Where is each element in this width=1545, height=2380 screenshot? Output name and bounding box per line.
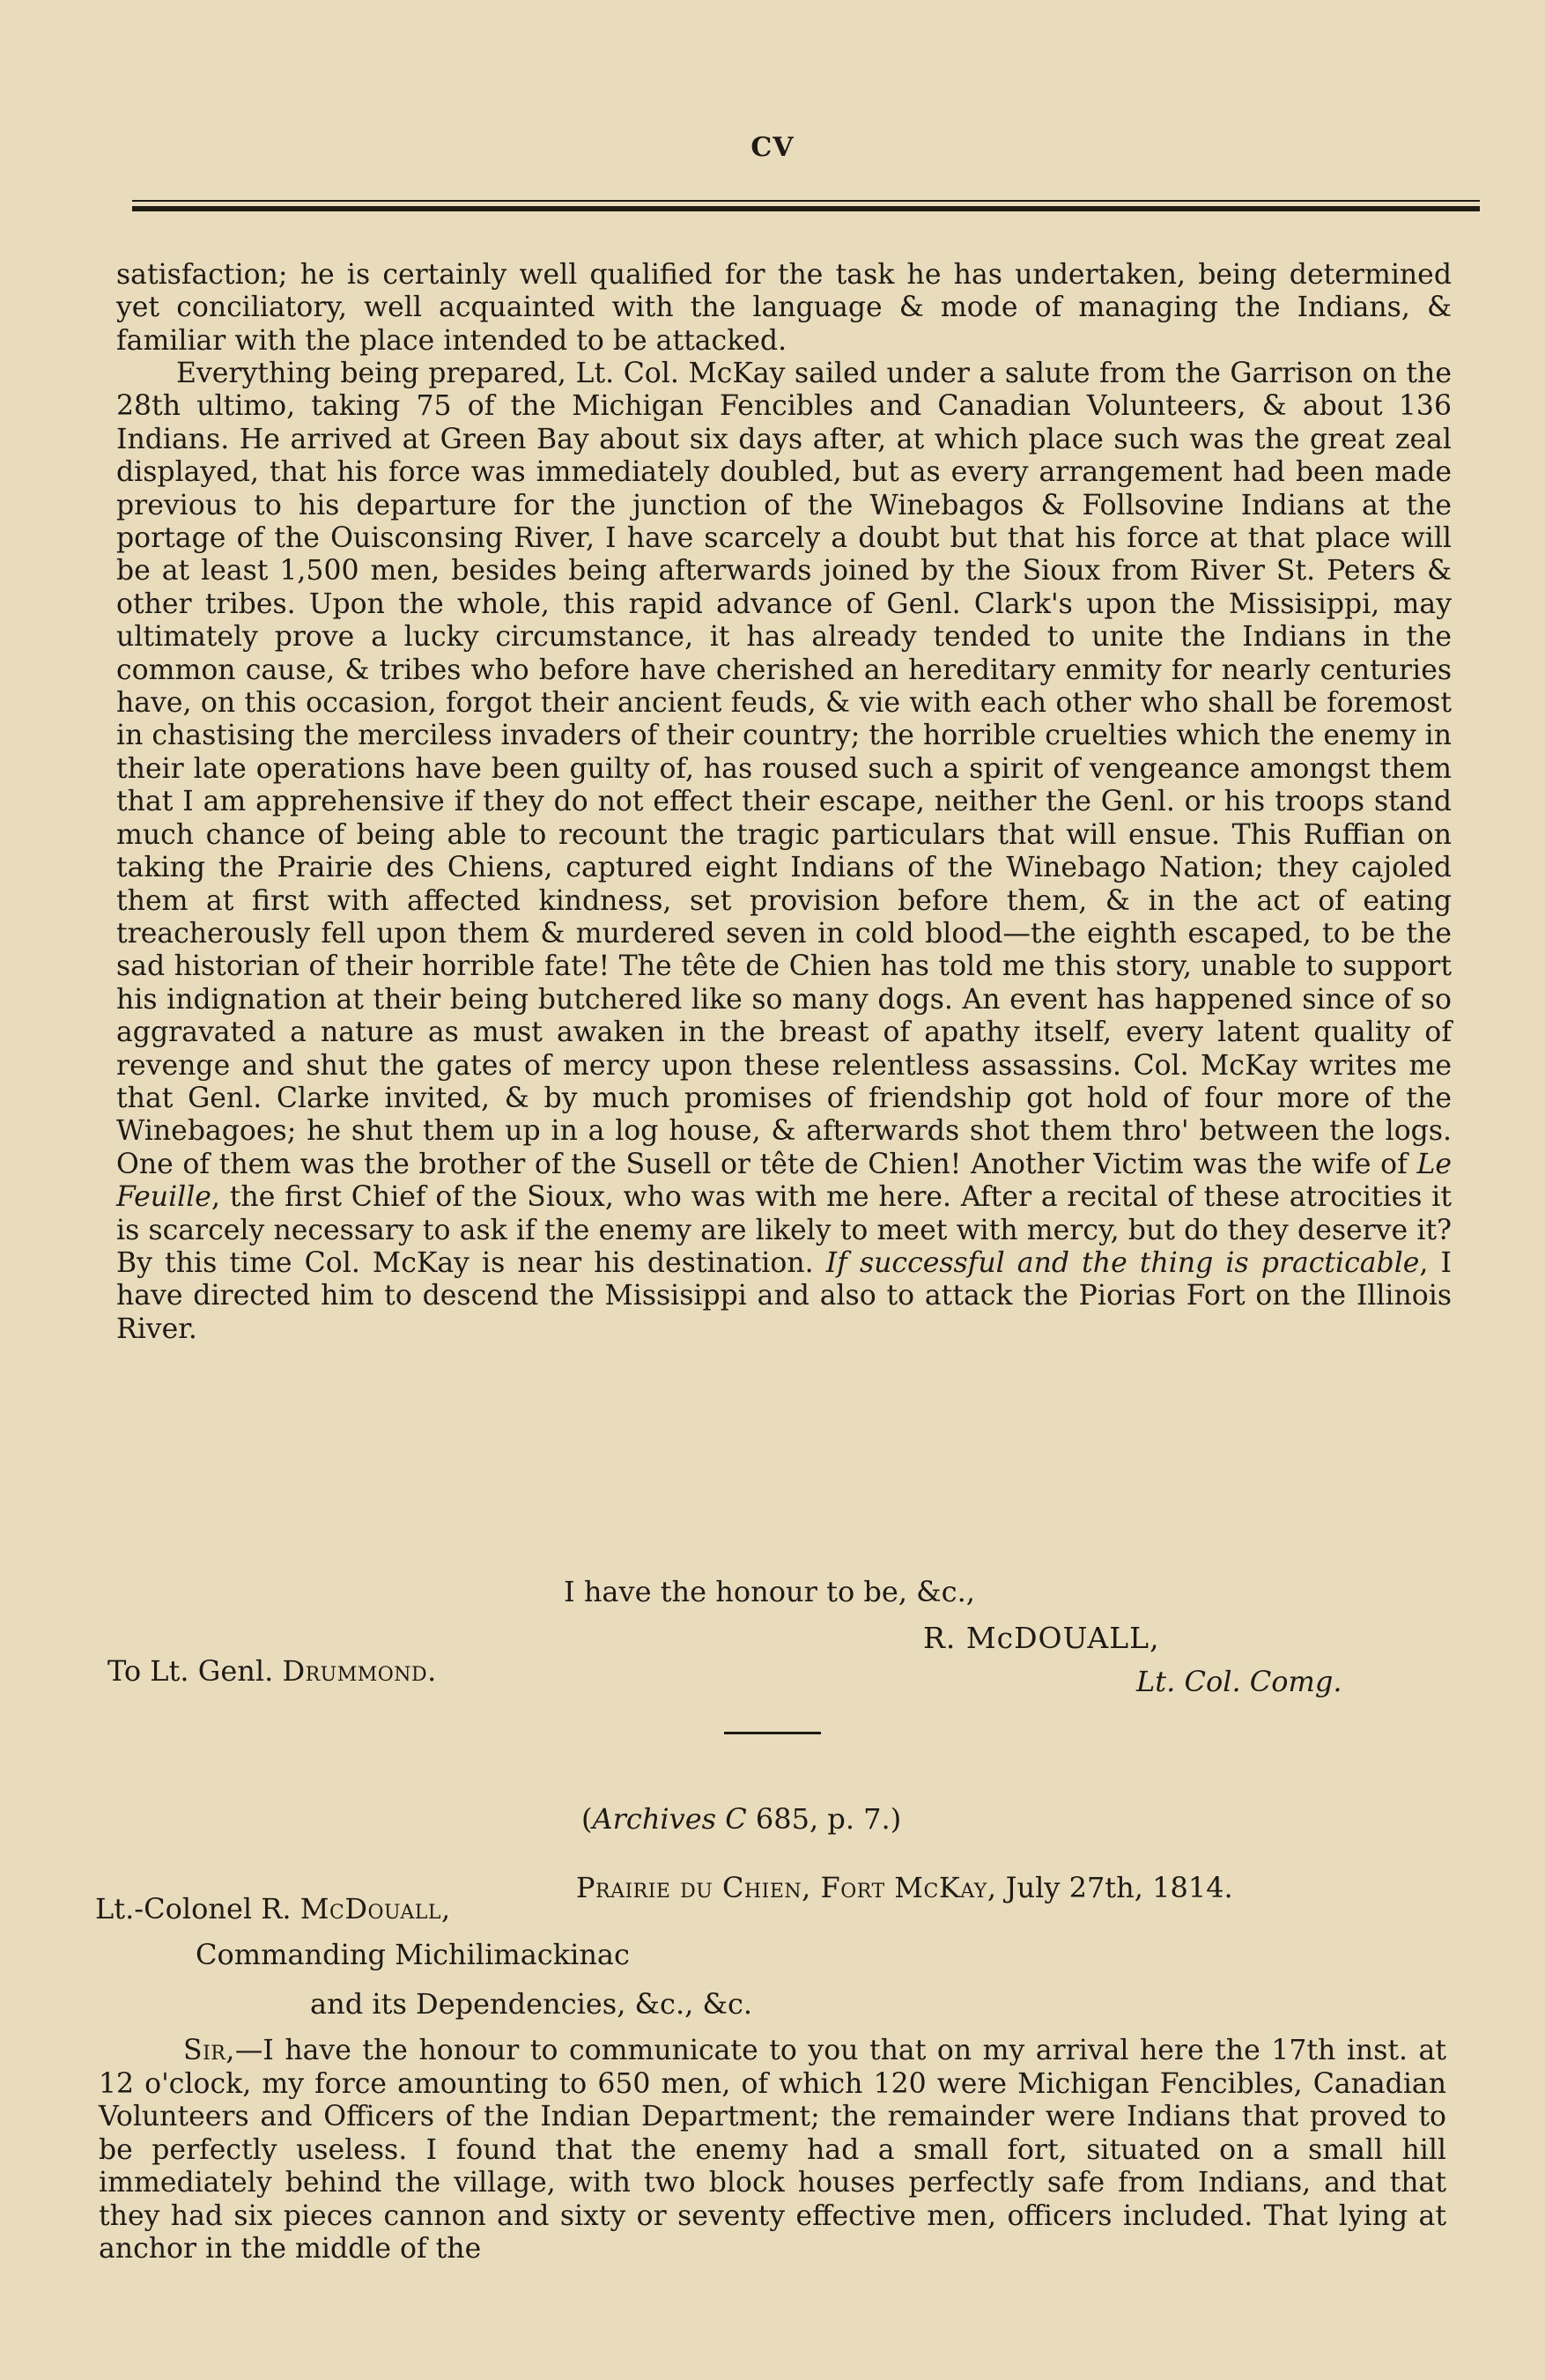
letter2-addressee-line2: Commanding Michilimackinac — [196, 1938, 630, 1971]
header-rule-thick — [132, 206, 1480, 211]
header-rule-thin — [132, 200, 1480, 202]
letter2-body-text: —I have the honour to communicate to you that on my arrival here the 17th inst. at 12 o'clock, my force amounting to 650 men, of which 120 were Michigan Fencibles, Canadian Volunteers and Officers of the Indian Department; the remainder were Indians that proved to be perfectly useless. I found that the enemy had a small fort, situated on a small hill immediately behind the village, with two block houses perfectly safe from Indians, and that they had six pieces cannon and sixty or seventy effective men, officers included. That lying at anchor in the middle of the — [99, 2035, 1446, 2265]
addressee-name: McDouall, — [299, 1892, 451, 1925]
letter1-paragraph-2 — [116, 358, 1452, 1346]
archives-rest: 685, p. 7.) — [746, 1802, 902, 1836]
addressee-prefix: Lt.-Colonel R. — [95, 1892, 292, 1925]
letter2-addressee-line3: and its Dependencies, &c., &c. — [310, 1987, 753, 2021]
letter2-dateline — [576, 1871, 1233, 1904]
recipient-name: Drummond. — [282, 1654, 437, 1688]
signature-rank: Lt. Col. Comg. — [1136, 1665, 1342, 1698]
letter2-addressee — [95, 1892, 451, 1925]
letter2-body — [99, 2035, 1446, 2266]
dateline-place: Prairie du Chien, Fort McKay, — [576, 1871, 997, 1904]
letter1-paragraph-1 — [116, 259, 1452, 358]
letter1-para2-mid: , the first Chief of the Sioux, who was with me here. After a recital of these atrocities it is scarcely necessary to ask if the enemy are likely to meet with mercy, but do they deserve it? By this time Col. McKay is near his destination. — [116, 1181, 1452, 1279]
archives-italic: Archives C — [592, 1802, 747, 1836]
page-number: CV — [750, 132, 795, 163]
letter1-para1-text: satisfaction; he is certainly well qualified for the task he has undertaken, being determined yet conciliatory, well acquainted with the language & mode of managing the Indians, & familiar with the place intended to be attacked. — [116, 259, 1452, 357]
dateline-date: July 27th, 1814. — [996, 1871, 1233, 1904]
letter1-para2-text: Everything being prepared, Lt. Col. McKay sailed under a salute from the Garrison on the 28th ultimo, taking 75 of the Michigan Fencibles and Canadian Volunteers, & about 136 Indians. He arrived at Green Bay about six days after, at which place such was the great zeal displayed, that his force was immediately doubled, but as every arrangement had been made previous to his departure for the junction of the Winebagos & Follsovine Indians at the portage of the Ouisconsing River, I have scarcely a doubt but that his force at that place will be at least 1,500 men, besides being afterwards joined by the Sioux from River St. Peters & other tribes. Upon the whole, this rapid advance of Genl. Clark's upon the Missisippi, may ultimately prove a lucky circumstance, it has already tended to unite the Indians in the common cause, & tribes who before have cherished an hereditary enmity for nearly centuries have, on this occasion, forgot their ancient feuds, & vie with each other who shall be foremost in chastising the merciless invaders of their country; the horrible cruelties which the enemy in their late operations have been guilty of, has roused such a spirit of vengeance amongst them that I am apprehensive if they do not effect their escape, neither the Genl. or his troops stand much chance of being able to recount the tragic particulars that will ensue. This Ruffian on taking the Prairie des Chiens, captured eight Indians of the Winebago Nation; they cajoled them at first with affected kindness, set provision before them, & in the act of eating treacherously fell upon them & murdered seven in cold blood—the eighth escaped, to be the sad historian of their horrible fate! The tête de Chien has told me this story, unable to support his indignation at their being butchered like so many dogs. An event has happened since of so aggravated a nature as must awaken in the breast of apathy itself, every latent quality of revenge and shut the gates of mercy upon these relentless assassins. Col. McKay writes me that Genl. Clarke invited, & by much promises of friendship got hold of four more of the Winebagoes; he shut them up in a log house, & afterwards shot them thro' between the logs. One of them was the brother of the Susell or tête de Chien! Another Victim was the wife of — [116, 358, 1452, 1180]
letter2-body-block — [99, 2035, 1446, 2266]
letter1-para2-end: , I have directed him to descend the Missisippi and also to attack the Piorias Fort on the Illinois River. — [116, 1246, 1452, 1345]
letter1-para2-italic-2: If successful and the thing is practicable — [825, 1246, 1420, 1279]
letter1-para2-block — [116, 358, 1452, 1346]
letter1-para2-italic-1: Le Feuille — [116, 1148, 1452, 1214]
recipient-prefix: To Lt. Genl. — [107, 1654, 274, 1688]
letter1-recipient — [107, 1654, 437, 1688]
letter2-salutation: Sir, — [183, 2035, 235, 2066]
archives-reference — [581, 1802, 901, 1836]
letter1-closing: I have the honour to be, &c., — [564, 1575, 975, 1608]
section-separator — [724, 1732, 821, 1734]
archives-open: ( — [581, 1802, 593, 1836]
signature-name: R. McDOUALL, — [923, 1621, 1160, 1655]
